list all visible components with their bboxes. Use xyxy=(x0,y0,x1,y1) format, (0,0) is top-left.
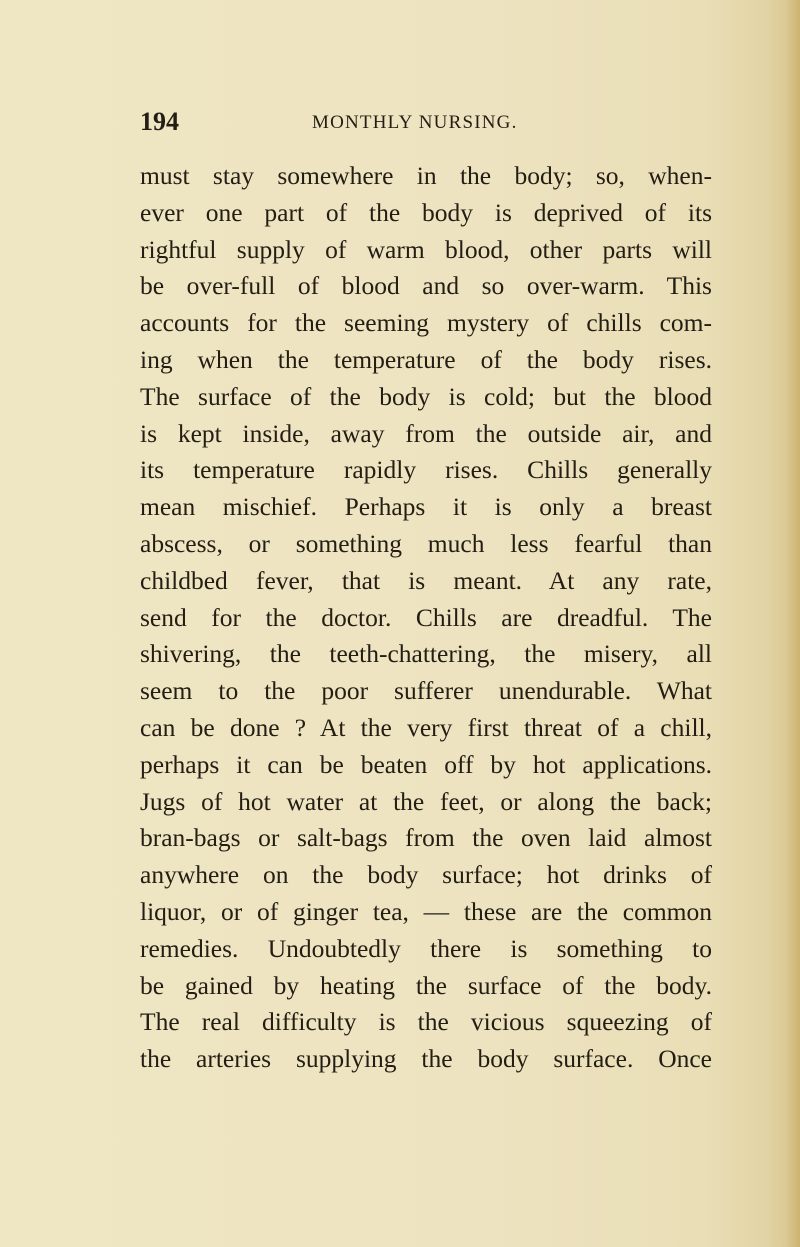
text-line: abscess, or something much less fearful than xyxy=(140,528,712,558)
text-line: send for the doctor. Chills are dreadful. The xyxy=(140,602,712,632)
page-edge-shadow xyxy=(786,0,800,1247)
text-line: The surface of the body is cold; but the blood xyxy=(140,381,712,411)
text-line: rightful supply of warm blood, other parts will xyxy=(140,234,712,264)
text-line: must stay somewhere in the body; so, when- xyxy=(140,161,712,190)
text-line: accounts for the seeming mystery of chills com- xyxy=(140,308,712,338)
text-line: liquor, or of ginger tea, — these are the common xyxy=(140,896,712,926)
text-line: shivering, the teeth-chattering, the misery, all xyxy=(140,639,712,669)
text-line: childbed fever, that is meant. At any rate, xyxy=(140,565,712,595)
text-line: perhaps it can be beaten off by hot applications. xyxy=(140,749,712,779)
text-line: be gained by heating the surface of the body. xyxy=(140,970,712,1000)
text-line: anywhere on the body surface; hot drinks of xyxy=(140,860,712,890)
text-line: Jugs of hot water at the feet, or along the back; xyxy=(140,786,712,816)
text-line: bran-bags or salt-bags from the oven laid almost xyxy=(140,823,712,853)
text-line: can be done ? At the very first threat of a chill, xyxy=(140,712,712,742)
text-line: seem to the poor sufferer unendurable. What xyxy=(140,676,712,706)
text-line: is kept inside, away from the outside air, and xyxy=(140,418,712,448)
page-number: 194 xyxy=(140,107,179,136)
running-head: MONTHLY NURSING. xyxy=(312,112,518,133)
text-line: remedies. Undoubtedly there is something to xyxy=(140,933,712,963)
text-line: mean mischief. Perhaps it is only a breast xyxy=(140,492,712,522)
text-line: be over-full of blood and so over-warm. This xyxy=(140,271,712,301)
text-line: ever one part of the body is deprived of its xyxy=(140,197,712,227)
page-header xyxy=(140,107,660,137)
text-line: ing when the temperature of the body rises. xyxy=(140,344,712,374)
body-text xyxy=(140,158,712,1078)
text-line: its temperature rapidly rises. Chills generally xyxy=(140,455,712,485)
text-line: The real difficulty is the vicious squeezing of xyxy=(140,1007,712,1037)
text-line: the arteries supplying the body surface. Once xyxy=(140,1044,712,1074)
